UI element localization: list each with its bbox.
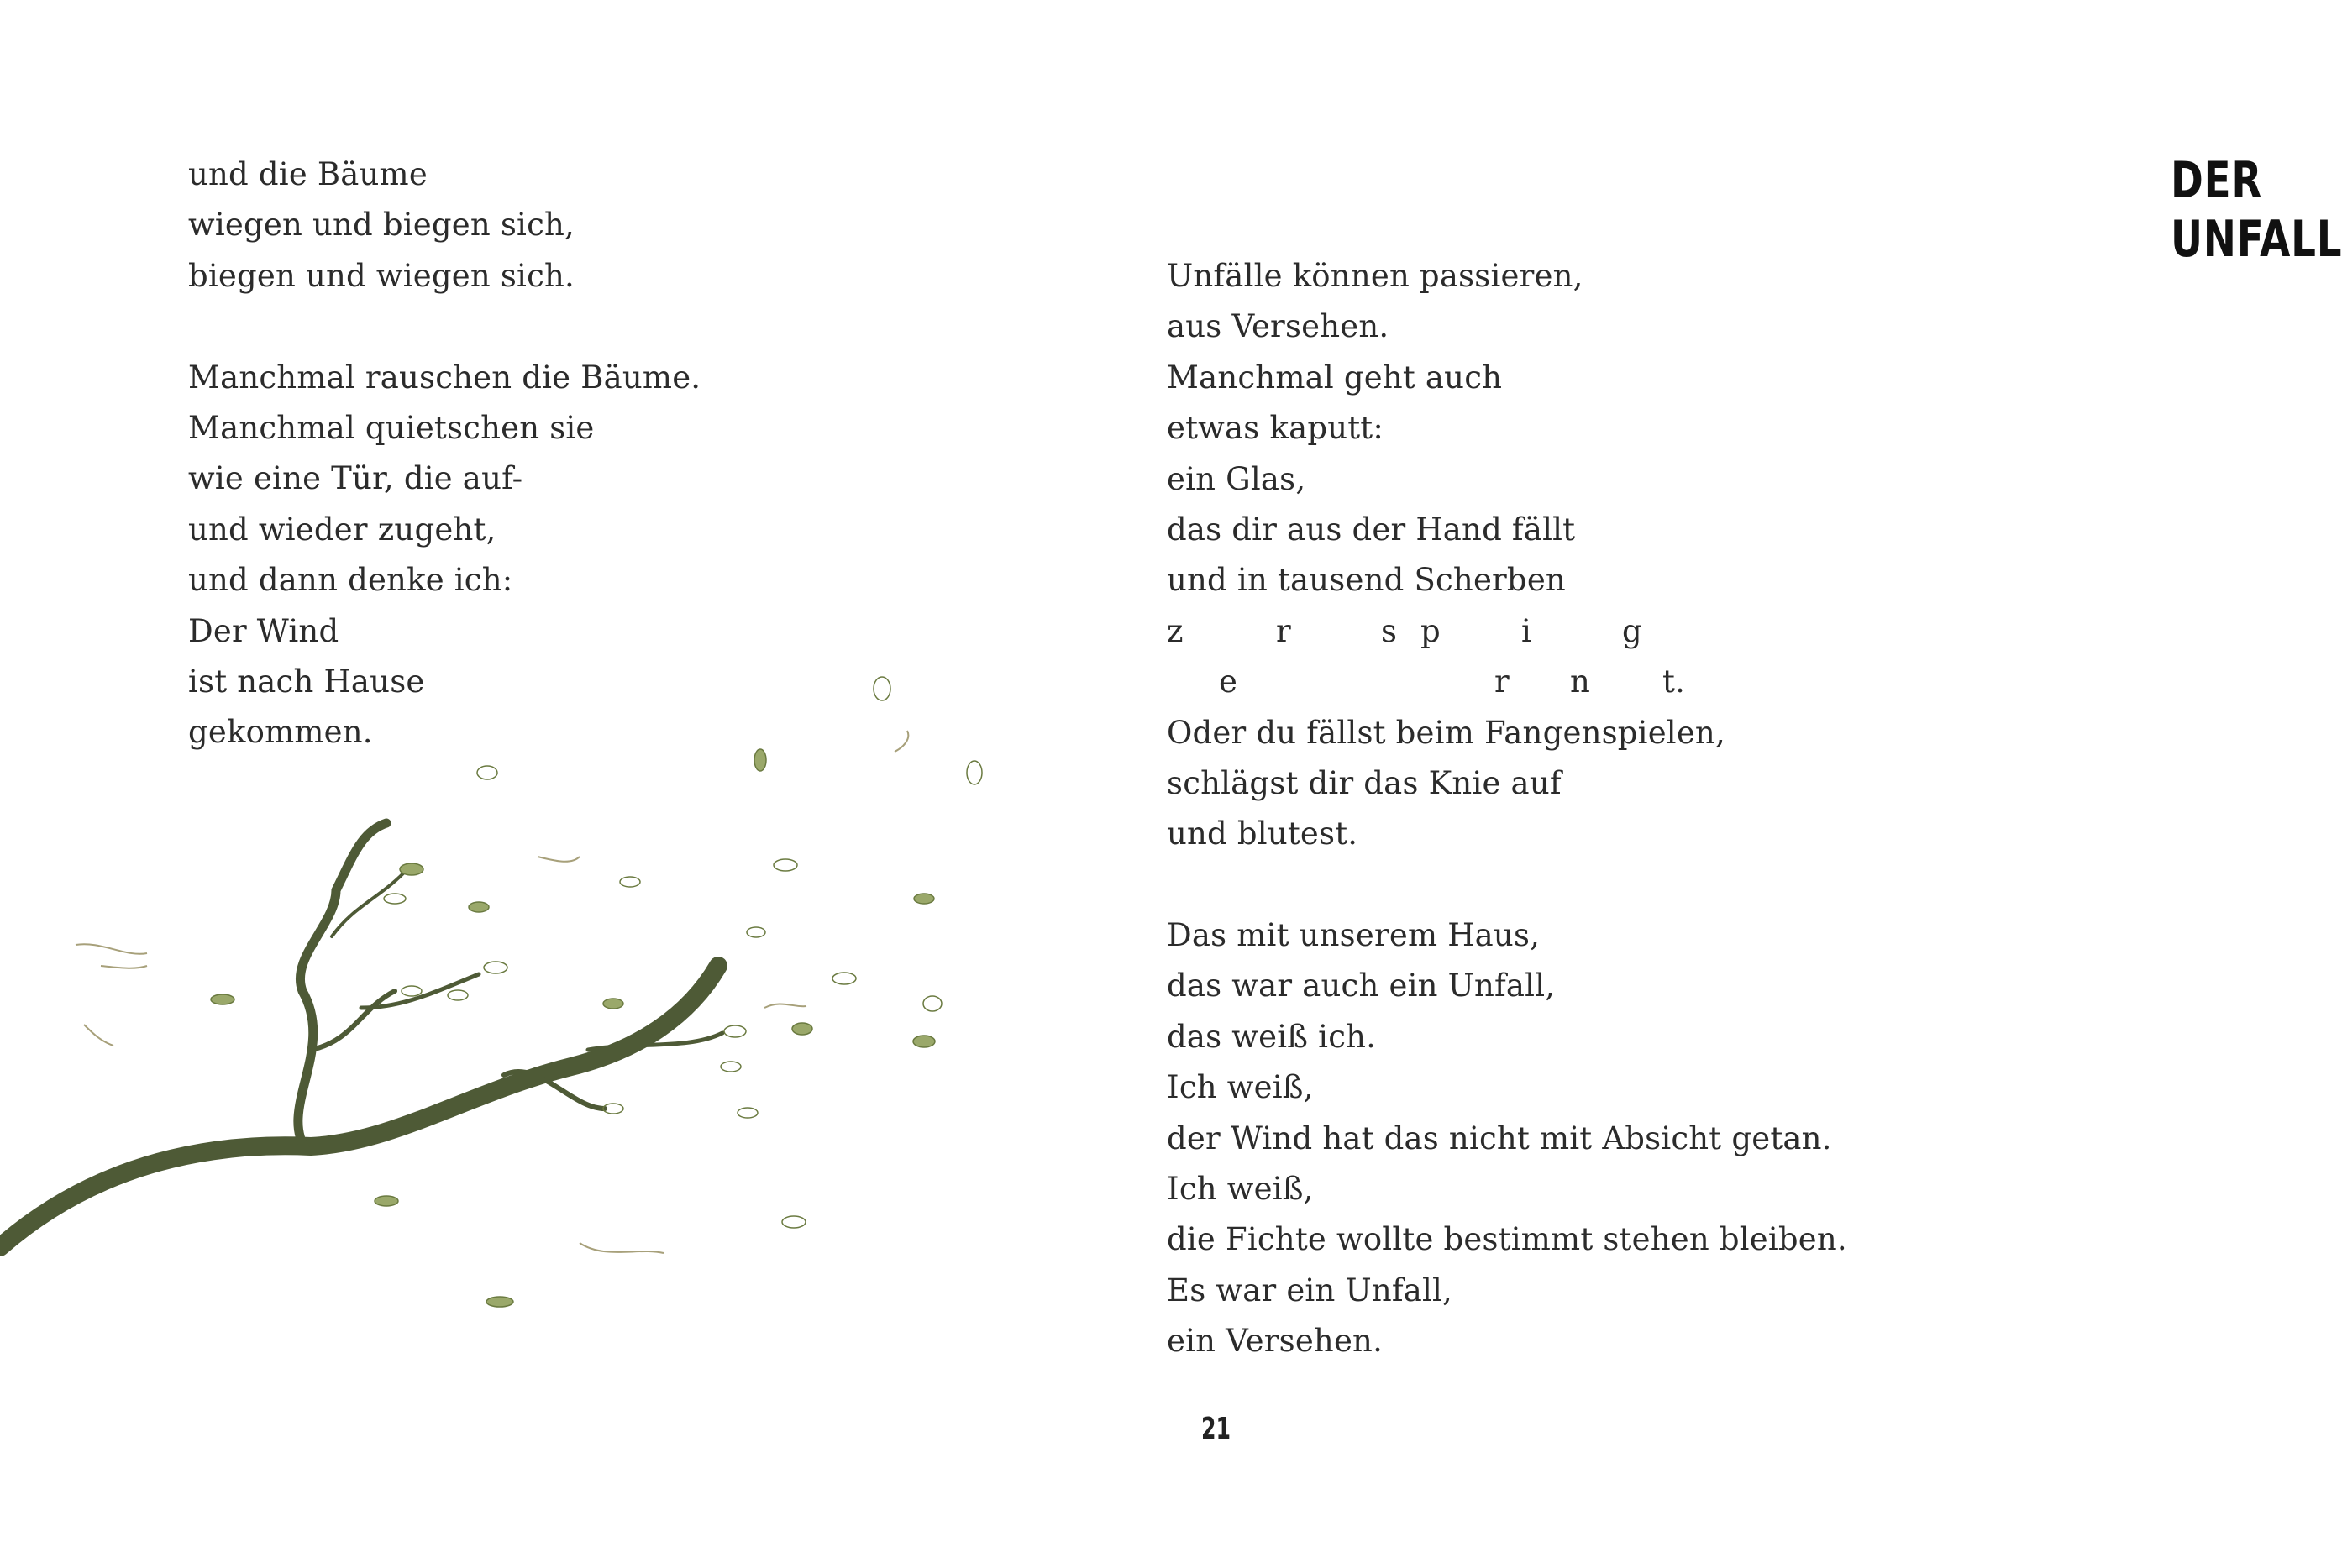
poem-line: Manchmal geht auch <box>1167 359 1503 396</box>
poem-line: aus Versehen. <box>1167 308 1389 345</box>
poem-line: Ich weiß, <box>1167 1069 1314 1106</box>
branch-illustration <box>0 655 1008 1327</box>
scattered-letter: r <box>1494 663 1510 700</box>
poem-line: Es war ein Unfall, <box>1167 1272 1453 1308</box>
poem-line: die Fichte wollte bestimmt stehen bleiben. <box>1167 1221 1847 1258</box>
wind-strokes <box>76 731 908 1253</box>
poem-line: ein Versehen. <box>1167 1323 1384 1360</box>
poem-line: wie eine Tür, die auf- <box>188 460 523 497</box>
scattered-letter: i <box>1521 612 1532 649</box>
poem-line: Das mit unserem Haus, <box>1167 917 1541 954</box>
poem-line: schlägst dir das Knie auf <box>1167 764 1562 801</box>
branch <box>0 823 722 1247</box>
left-page <box>0 0 1008 1568</box>
page-number: 21 <box>1201 1412 1231 1446</box>
poem-line: und blutest. <box>1167 815 1358 852</box>
poem-line: das dir aus der Hand fällt <box>1167 511 1576 548</box>
poem-line: das weiß ich. <box>1167 1018 1377 1055</box>
scattered-letter: r <box>1276 612 1291 649</box>
scattered-letter: e <box>1219 663 1238 700</box>
poem-line: und wieder zugeht, <box>188 511 496 548</box>
poem-line: ein Glas, <box>1167 460 1306 497</box>
scattered-row-1 <box>1167 606 1847 657</box>
poem-line: und dann denke ich: <box>188 562 513 599</box>
poem-line: etwas kaputt: <box>1167 410 1384 447</box>
leaves <box>211 677 982 1307</box>
poem-line: das war auch ein Unfall, <box>1167 968 1556 1004</box>
scattered-letter: z <box>1167 612 1184 649</box>
poem-line: und in tausend Scherben <box>1167 562 1566 599</box>
stanza-gap <box>1167 860 1847 910</box>
page-title: DER UNFALL <box>2171 151 2342 269</box>
right-poem <box>1167 251 1847 1367</box>
poem-line: Oder du fällst beim Fangenspielen, <box>1167 714 1725 751</box>
scattered-letter: s <box>1381 612 1398 649</box>
scattered-letter: g <box>1622 612 1642 649</box>
poem-line: ist nach Hause <box>188 663 425 700</box>
scattered-letter: p <box>1420 612 1441 649</box>
scattered-row-2 <box>1167 657 1847 707</box>
poem-line: Unfälle können passieren, <box>1167 258 1583 294</box>
scattered-letter: n <box>1570 663 1591 700</box>
poem-line: Manchmal quietschen sie <box>188 409 595 446</box>
scattered-letter: t. <box>1662 663 1686 700</box>
poem-line: Ich weiß, <box>1167 1171 1314 1208</box>
poem-line: gekommen. <box>188 714 373 751</box>
poem-line: Der Wind <box>188 612 339 649</box>
poem-line: und die Bäume <box>188 156 428 192</box>
poem-line: wiegen und biegen sich, <box>188 207 575 244</box>
poem-line: biegen und wiegen sich. <box>188 257 575 294</box>
stanza-gap <box>188 302 701 352</box>
poem-line: der Wind hat das nicht mit Absicht getan. <box>1167 1120 1832 1156</box>
poem-line: Manchmal rauschen die Bäume. <box>188 359 701 396</box>
